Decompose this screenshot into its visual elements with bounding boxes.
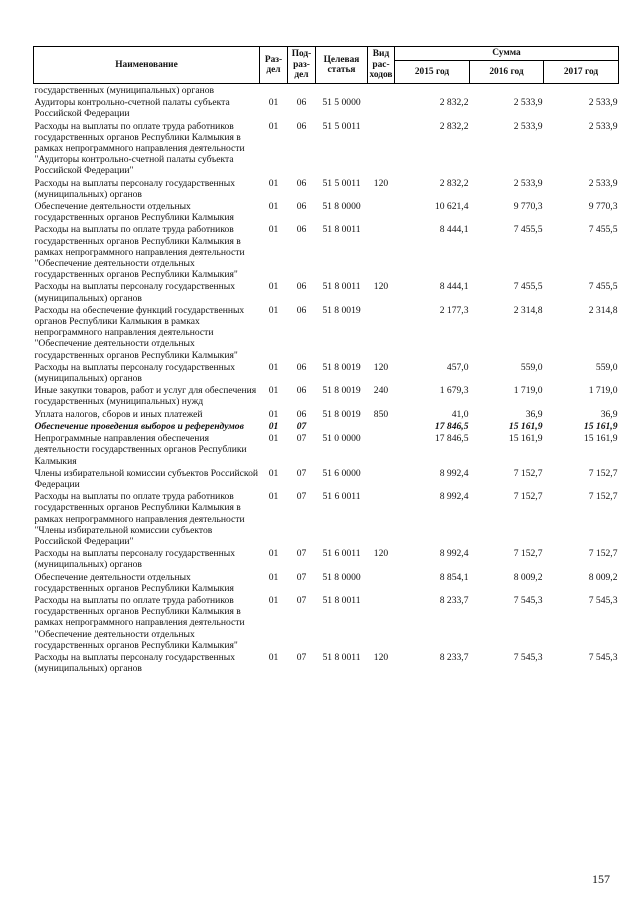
row-razdel: 01: [268, 571, 279, 583]
row-sum-2017: 7 455,5: [588, 224, 618, 236]
table-row: [34, 467, 619, 490]
row-podrazdel: 07: [296, 548, 307, 560]
table-row: [34, 223, 619, 280]
row-target-article: 51 0 0000: [322, 433, 361, 445]
table-row: [34, 120, 619, 177]
row-expense-type: 120: [373, 281, 389, 293]
row-sum-2017: 7 545,3: [588, 594, 618, 606]
row-name: Расходы на обеспечение функций государственных органов Республики Калмыкия в рамках непрограммного направления деятельности "Обеспечение деятельности отдельных государственных органов Республики Калмыкия": [34, 304, 245, 361]
row-name: Расходы на выплаты по оплате труда работников государственных органов Республики Калмыкия в рамках непрограммного направления деятельности "Члены избирательной комиссии субъектов Российской Федерации": [34, 491, 245, 547]
row-sum-2015: 8 854,1: [439, 571, 469, 583]
row-sum-2015: 457,0: [446, 361, 469, 373]
row-sum-2015: 8 992,4: [439, 491, 469, 503]
row-target-article: 51 6 0011: [322, 548, 361, 560]
row-podrazdel: 07: [296, 467, 307, 479]
row-name: Расходы на выплаты персоналу государственных (муниципальных) органов: [34, 651, 236, 675]
row-razdel: 01: [268, 408, 279, 420]
row-podrazdel: 06: [296, 224, 307, 236]
row-sum-2017: 7 152,7: [588, 467, 618, 479]
row-sum-2016: 7 152,7: [513, 548, 543, 560]
row-target-article: 51 8 0011: [322, 594, 361, 606]
row-sum-2015: 8 992,4: [439, 467, 469, 479]
row-target-article: 51 6 0000: [322, 467, 361, 479]
header-sum: Сумма: [395, 47, 619, 61]
header-year-2017: 2017 год: [544, 61, 619, 84]
row-sum-2017: [544, 84, 619, 97]
row-razdel: 01: [268, 433, 279, 445]
row-name: Члены избирательной комиссии субъектов Российской Федерации: [34, 467, 259, 490]
row-podrazdel: 06: [296, 385, 307, 397]
row-expense-type: 240: [373, 385, 389, 397]
table-row: [34, 571, 619, 594]
row-razdel: 01: [268, 224, 279, 236]
row-expense-type: [368, 467, 395, 490]
row-name: Расходы на выплаты по оплате труда работников государственных органов Республики Калмыкия в рамках непрограммного направления деятельности "Обеспечение деятельности отдельных государственных органов Республики Калмыкия": [34, 224, 245, 281]
row-target-article: 51 8 0019: [322, 385, 361, 397]
row-podrazdel: 06: [296, 408, 307, 420]
row-podrazdel: 06: [296, 120, 307, 132]
table-row: [34, 651, 619, 674]
row-sum-2017: 7 152,7: [588, 491, 618, 503]
row-expense-type: [368, 96, 395, 119]
row-podrazdel: 07: [296, 420, 307, 432]
row-podrazdel: 07: [296, 651, 307, 663]
row-name: Непрограммные направления обеспечения деятельности государственных органов Республики Калмыкия: [34, 433, 247, 467]
row-expense-type: 120: [373, 177, 389, 189]
row-podrazdel: 07: [296, 594, 307, 606]
row-sum-2016: 2 533,9: [513, 97, 543, 109]
row-razdel: 01: [268, 385, 279, 397]
row-target-article: 51 8 0019: [322, 304, 361, 316]
row-sum-2016: 7 545,3: [513, 594, 543, 606]
row-sum-2017: 15 161,9: [583, 420, 618, 432]
row-target-article: [316, 420, 368, 432]
row-sum-2016: 36,9: [525, 408, 543, 420]
row-target-article: 51 5 0011: [322, 177, 361, 189]
row-sum-2017: 8 009,2: [588, 571, 618, 583]
row-target-article: 51 8 0000: [322, 571, 361, 583]
row-sum-2016: 7 455,5: [513, 224, 543, 236]
row-sum-2015: 2 832,2: [439, 177, 469, 189]
row-target-article: 51 8 0011: [322, 281, 361, 293]
table-row: [34, 490, 619, 547]
row-sum-2015: 2 177,3: [439, 304, 469, 316]
header-razdel: Раз-дел: [260, 47, 288, 84]
table-header: [34, 47, 619, 84]
row-sum-2016: 7 152,7: [513, 491, 543, 503]
row-razdel: 01: [268, 304, 279, 316]
row-name: Расходы на выплаты персоналу государственных (муниципальных) органов: [34, 281, 236, 304]
row-sum-2016: 559,0: [520, 361, 543, 373]
row-expense-type: [368, 571, 395, 594]
header-podrazdel: Под-раз-дел: [288, 47, 316, 84]
row-sum-2016: 1 719,0: [513, 385, 543, 397]
row-sum-2017: 2 533,9: [588, 97, 618, 109]
row-sum-2015: 41,0: [451, 408, 469, 420]
row-sum-2017: 2 533,9: [588, 120, 618, 132]
section-row: [34, 420, 619, 432]
row-name: Расходы на выплаты по оплате труда работников государственных органов Республики Калмыкия в рамках непрограммного направления деятельности "Обеспечение деятельности отдельных государственных органов Республики Калмыкия": [34, 594, 245, 651]
table-row: [34, 432, 619, 467]
table-row: [34, 594, 619, 651]
row-sum-2015: 17 846,5: [434, 420, 469, 432]
row-name: Аудиторы контрольно-счетной палаты субъекта Российской Федерации: [34, 97, 230, 120]
row-name: Обеспечение деятельности отдельных государственных органов Республики Калмыкия: [34, 201, 234, 224]
row-sum-2015: 2 832,2: [439, 97, 469, 109]
row-sum-2016: 15 161,9: [508, 433, 543, 445]
row-name: Расходы на выплаты по оплате труда работников государственных органов Республики Калмыкия в рамках непрограммного направления деятельности "Аудиторы контрольно-счетной палаты субъекта Российской Федерации": [34, 120, 245, 177]
table-row: [34, 96, 619, 119]
budget-table: [33, 46, 619, 674]
row-podrazdel: 07: [296, 433, 307, 445]
table-row: [34, 200, 619, 223]
row-name: Обеспечение проведения выборов и референдумов: [34, 420, 244, 432]
row-expense-type: [368, 304, 395, 361]
row-name: Расходы на выплаты персоналу государственных (муниципальных) органов: [34, 177, 236, 200]
row-sum-2017: 2 533,9: [588, 177, 618, 189]
row-razdel: 01: [268, 420, 279, 432]
row-expense-type: [368, 84, 395, 97]
row-sum-2015: 8 992,4: [439, 548, 469, 560]
row-razdel: [260, 84, 288, 97]
row-sum-2016: 7 455,5: [513, 281, 543, 293]
table-row: [34, 304, 619, 361]
row-target-article: 51 8 0019: [322, 361, 361, 373]
row-razdel: 01: [268, 548, 279, 560]
row-sum-2016: 2 533,9: [513, 120, 543, 132]
row-target-article: 51 8 0011: [322, 651, 361, 663]
row-name: Расходы на выплаты персоналу государственных (муниципальных) органов: [34, 548, 236, 571]
table-row: [34, 384, 619, 407]
row-expense-type: 120: [373, 548, 389, 560]
row-sum-2015: 2 832,2: [439, 120, 469, 132]
row-sum-2015: 8 233,7: [439, 594, 469, 606]
row-name: Иные закупки товаров, работ и услуг для обеспечения государственных (муниципальных) нужд: [34, 385, 257, 408]
header-year-2016: 2016 год: [470, 61, 544, 84]
row-sum-2015: 8 233,7: [439, 651, 469, 663]
row-target-article: 51 8 0011: [322, 224, 361, 236]
row-target-article: 51 6 0011: [322, 491, 361, 503]
row-sum-2016: [470, 84, 544, 97]
row-podrazdel: 06: [296, 177, 307, 189]
row-target-article: 51 8 0019: [322, 408, 361, 420]
row-sum-2016: 7 545,3: [513, 651, 543, 663]
row-podrazdel: 06: [296, 361, 307, 373]
row-sum-2016: 2 533,9: [513, 177, 543, 189]
row-expense-type: [368, 420, 395, 432]
row-sum-2015: [395, 84, 470, 97]
row-razdel: 01: [268, 97, 279, 109]
row-razdel: 01: [268, 491, 279, 503]
row-expense-type: [368, 200, 395, 223]
row-podrazdel: [288, 84, 316, 97]
row-name: Уплата налогов, сборов и иных платежей: [34, 408, 203, 420]
table-row: [34, 408, 619, 420]
row-razdel: 01: [268, 281, 279, 293]
row-sum-2015: 8 444,1: [439, 281, 469, 293]
row-sum-2017: 559,0: [595, 361, 618, 373]
header-expense-type: Вид рас-ходов: [368, 47, 395, 84]
row-expense-type: [368, 120, 395, 177]
row-sum-2016: 2 314,8: [513, 304, 543, 316]
row-sum-2017: 2 314,8: [588, 304, 618, 316]
row-sum-2017: 36,9: [600, 408, 618, 420]
row-expense-type: [368, 594, 395, 651]
row-sum-2016: 9 770,3: [513, 201, 543, 213]
row-expense-type: [368, 432, 395, 467]
row-razdel: 01: [268, 177, 279, 189]
row-name: государственных (муниципальных) органов: [34, 85, 215, 96]
row-sum-2015: 1 679,3: [439, 385, 469, 397]
row-razdel: 01: [268, 651, 279, 663]
row-sum-2015: 8 444,1: [439, 224, 469, 236]
row-sum-2015: 10 621,4: [434, 201, 469, 213]
row-podrazdel: 06: [296, 201, 307, 213]
row-expense-type: 120: [373, 361, 389, 373]
row-podrazdel: 07: [296, 491, 307, 503]
header-name: Наименование: [34, 47, 260, 84]
row-expense-type: 120: [373, 651, 389, 663]
table-row: [34, 280, 619, 303]
row-sum-2016: 15 161,9: [508, 420, 543, 432]
row-razdel: 01: [268, 467, 279, 479]
row-expense-type: [368, 223, 395, 280]
header-target-article: Целевая статья: [316, 47, 368, 84]
row-podrazdel: 06: [296, 304, 307, 316]
page-number: 157: [592, 872, 610, 886]
row-sum-2017: 1 719,0: [588, 385, 618, 397]
row-expense-type: [368, 490, 395, 547]
table-row: [34, 547, 619, 570]
table-row: [34, 361, 619, 384]
row-name: Расходы на выплаты персоналу государственных (муниципальных) органов: [34, 361, 236, 385]
row-podrazdel: 06: [296, 281, 307, 293]
row-razdel: 01: [268, 594, 279, 606]
row-name: Обеспечение деятельности отдельных государственных органов Республики Калмыкия: [34, 571, 234, 594]
row-sum-2017: 7 545,3: [588, 651, 618, 663]
row-target-article: [316, 84, 368, 97]
row-sum-2016: 7 152,7: [513, 467, 543, 479]
row-sum-2017: 7 455,5: [588, 281, 618, 293]
row-sum-2017: 15 161,9: [583, 433, 618, 445]
table-row: [34, 84, 619, 97]
table-body: [34, 84, 619, 675]
row-razdel: 01: [268, 361, 279, 373]
row-podrazdel: 07: [296, 571, 307, 583]
row-sum-2015: 17 846,5: [434, 433, 469, 445]
header-year-2015: 2015 год: [395, 61, 470, 84]
row-target-article: 51 8 0000: [322, 201, 361, 213]
table-row: [34, 177, 619, 200]
row-razdel: 01: [268, 120, 279, 132]
row-target-article: 51 5 0000: [322, 97, 361, 109]
row-sum-2016: 8 009,2: [513, 571, 543, 583]
row-expense-type: 850: [373, 408, 389, 420]
row-razdel: 01: [268, 201, 279, 213]
row-sum-2017: 9 770,3: [588, 201, 618, 213]
row-target-article: 51 5 0011: [322, 120, 361, 132]
row-sum-2017: 7 152,7: [588, 548, 618, 560]
row-podrazdel: 06: [296, 97, 307, 109]
